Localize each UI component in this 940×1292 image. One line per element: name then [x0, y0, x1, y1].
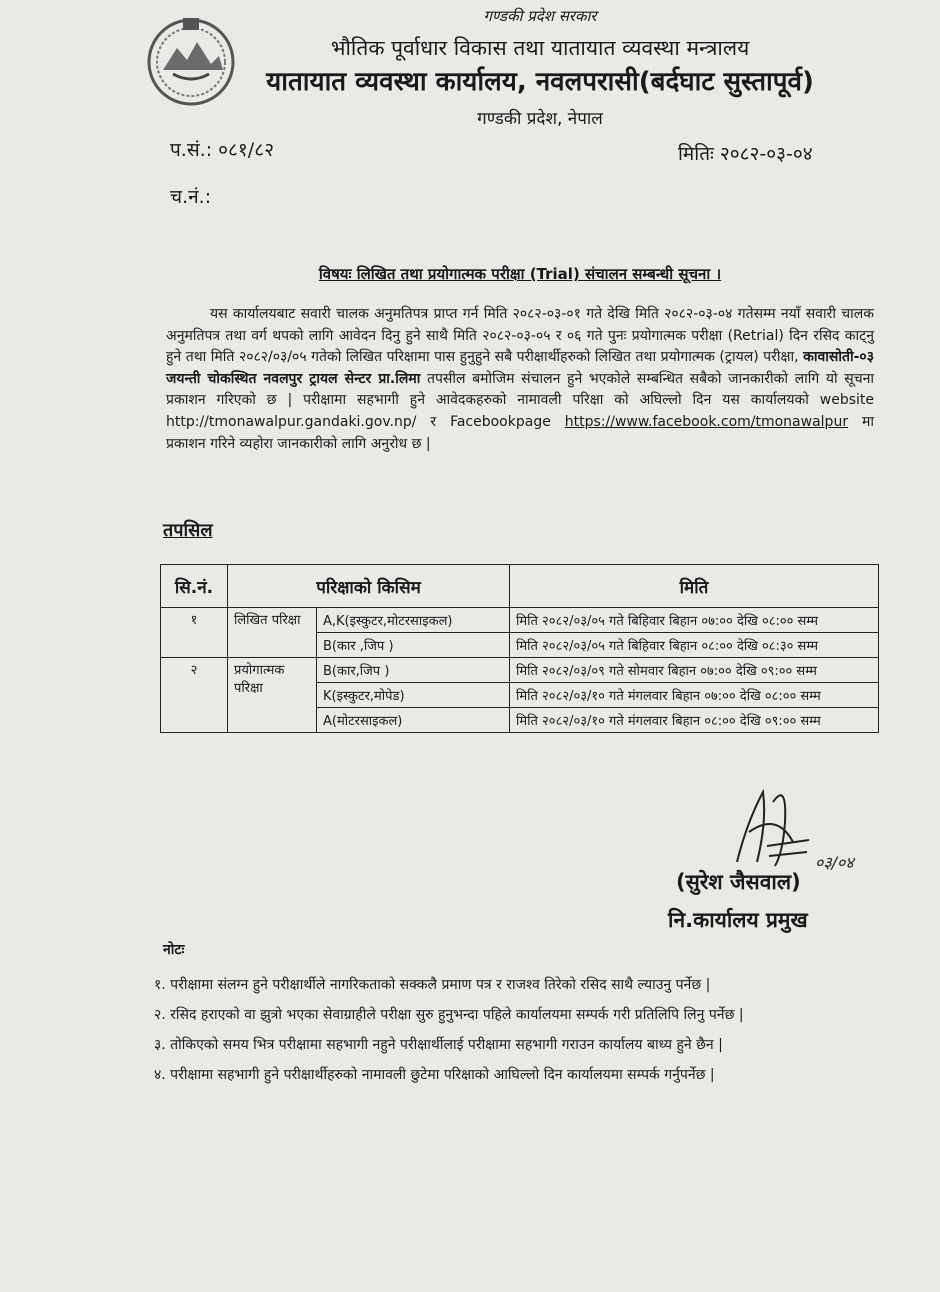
schedule-table — [160, 564, 879, 733]
letter-date: मितिः २०८२-०३-०४ — [678, 143, 813, 165]
schedule-title: तपसिल — [163, 520, 213, 541]
province-line: गण्डकी प्रदेश, नेपाल — [477, 109, 603, 129]
subject-text: विषयः लिखित तथा प्रयोगात्मक परीक्षा (Trial) संचालन सम्बन्धी सूचना । — [318, 265, 722, 283]
signature-date: ०३/०४ — [815, 853, 854, 872]
group-sn: १ — [161, 608, 228, 658]
row-date: मिति २०८२/०३/०९ गते सोमवार बिहान ०७:०० देखि ०९:०० सम्म — [510, 658, 879, 683]
row-category: A(मोटरसाइकल) — [317, 708, 510, 733]
list-item: ४. परीक्षामा सहभागी हुने परीक्षार्थीहरुको नामावली छुटेमा परिक्षाको आघिल्लो दिन कार्यालयमा सम्पर्क गर्नुपर्नेछ | — [154, 1067, 715, 1083]
notice-body — [166, 304, 874, 455]
header-sn: सि.नं. — [161, 565, 228, 608]
list-item: २. रसिद हराएको वा झुत्रो भएका सेवाग्राहीले परीक्षा सुरु हुनुभन्दा पहिले कार्यालयमा सम्पर्क गरी प्रतिलिपि लिनु पर्नेछ | — [154, 1007, 744, 1023]
row-category: B(कार,जिप ) — [317, 658, 510, 683]
header-date: मिति — [510, 565, 879, 608]
body-paragraph-3: मा प्रकाशन गरिने व्यहोरा जानकारीको लागि अनुरोध छ | — [166, 413, 875, 452]
government-line: गण्डकी प्रदेश सरकार — [483, 7, 597, 25]
signatory-name: (सुरेश जैसवाल) — [676, 870, 801, 894]
nepal-emblem-icon — [143, 12, 239, 108]
signature-mark — [727, 782, 867, 882]
row-date: मिति २०८२/०३/१० गते मंगलवार बिहान ०७:०० देखि ०८:०० सम्म — [510, 683, 879, 708]
body-paragraph-1: यस कार्यालयबाट सवारी चालक अनुमतिपत्र प्राप्त गर्न मिति २०८२-०३-०१ गते देखि मिति २०८२-०३-०४ गतेसम्म नयाँ सवारी चालक अनुमतिपत्र तथा वर्ग थपको लागि आवेदन दिनु हुने साथै मिति २०८२-०३-०५ र ०६ गते पुनः प्रयोगात्मक परीक्षा (Retrial) दिन रसिद काट्नु हुने तथा मिति २०८२/०३/०५ गतेको लिखित परिक्षामा पास हुनुहुने सबै परीक्षार्थीहरुको लिखित तथा प्रयोगात्मक (ट्रायल) परीक्षा, — [166, 306, 874, 366]
office-name: यातायात व्यवस्था कार्यालय, नवलपरासी(बर्दघाट सुस्तापूर्व) — [266, 67, 814, 97]
row-category: B(कार ,जिप ) — [317, 633, 510, 658]
row-category: K(इस्कुटर,मोपेड) — [317, 683, 510, 708]
letter-number: प.सं.: ०८१/८२ — [170, 139, 274, 161]
notes-title: नोटः — [163, 942, 185, 958]
row-date: मिति २०८२/०३/०५ गते बिहिवार बिहान ०७:०० देखि ०८:०० सम्म — [510, 608, 879, 633]
list-item: ३. तोकिएको समय भित्र परीक्षामा सहभागी नहुने परीक्षार्थीलाई परीक्षामा सहभागी गराउन कार्यालय बाध्य हुने छैन | — [154, 1037, 723, 1053]
group-type: लिखित परिक्षा — [228, 608, 317, 658]
subject-line — [160, 264, 880, 284]
venue-text: कावासोती-०३ जयन्ती चोकस्थित नवलपुर ट्रायल सेन्टर प्रा.लिमा — [166, 349, 874, 387]
table-row — [161, 608, 879, 633]
body-paragraph-2: तपसील बमोजिम संचालन हुने भएकोले सम्बन्धित सबैको जानकारीको लागि यो सूचना प्रकाशन गरिएको छ | परीक्षामा सहभागी हुने आवेदकहरुको नामावली परिक्षा को अघिल्लो दिन यस कार्यालयको website http://tmonawalpur.gandaki.gov.np/ र Facebookpage — [166, 370, 875, 430]
row-date: मिति २०८२/०३/१० गते मंगलवार बिहान ०८:०० देखि ०९:०० सम्म — [510, 708, 879, 733]
header-type: परिक्षाको किसिम — [228, 565, 510, 608]
table-row — [161, 658, 879, 683]
table-header-row — [161, 565, 879, 608]
facebook-link[interactable]: https://www.facebook.com/tmonawalpur — [564, 413, 849, 430]
row-date: मिति २०८२/०३/०५ गते बिहिवार बिहान ०८:०० देखि ०८:३० सम्म — [510, 633, 879, 658]
ministry-name: भौतिक पूर्वाधार विकास तथा यातायात व्यवस्था मन्त्रालय — [330, 36, 750, 60]
list-item: १. परीक्षामा संलग्न हुने परीक्षार्थीले नागरिकताको सक्कलै प्रमाण पत्र र राजश्व तिरेको रसिद साथै ल्याउनु पर्नेछ | — [154, 977, 711, 993]
signatory-title: नि.कार्यालय प्रमुख — [668, 908, 808, 932]
dispatch-number: च.नं.: — [170, 186, 212, 208]
group-type: प्रयोगात्मक परिक्षा — [228, 658, 317, 733]
notes-list — [154, 970, 874, 1090]
row-category: A,K(इस्कुटर,मोटरसाइकल) — [317, 608, 510, 633]
group-sn: २ — [161, 658, 228, 733]
